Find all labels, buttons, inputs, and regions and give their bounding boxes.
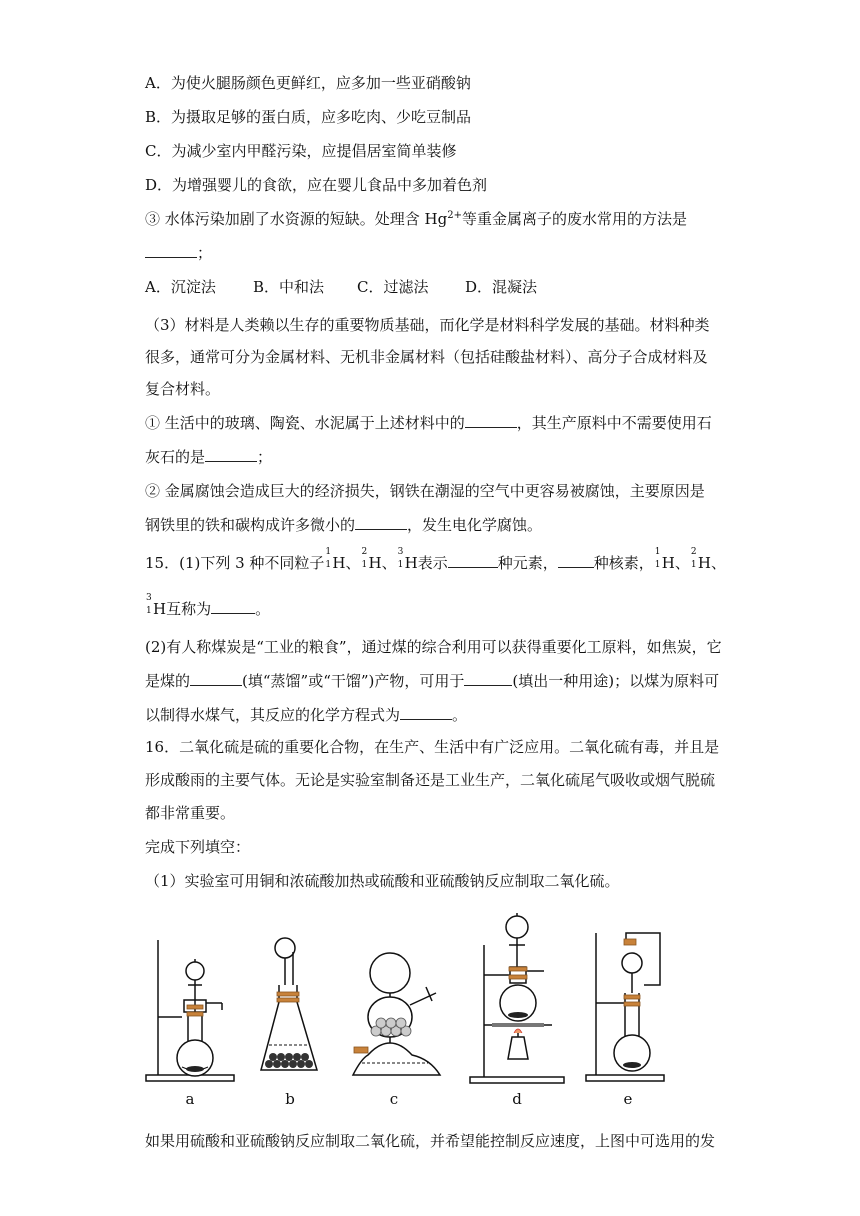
apparatus-d-illustration xyxy=(462,905,572,1085)
apparatus-label-b: b xyxy=(285,1090,295,1108)
nuclide-symbol: 3 1 xyxy=(146,593,152,616)
answer-blank[interactable] xyxy=(400,704,452,720)
ion-charge: 2+ xyxy=(447,210,462,221)
q15-line2: 3 1 H互称为 。 xyxy=(146,593,271,618)
q16-line2: 形成酸雨的主要气体。无论是实验室制备还是工业生产，二氧化硫尾气吸收或烟气脱硫 xyxy=(145,771,716,789)
option-a: A．为使火腿肠颜色更鲜红，应多加一些亚硝酸钠 xyxy=(145,74,471,92)
q16-line3: 都非常重要。 xyxy=(145,804,236,822)
q16-line1: 16．二氧化硫是硫的重要化合物，在生产、生活中有广泛应用。二氧化硫有毒，并且是 xyxy=(145,738,720,756)
answer-blank[interactable] xyxy=(465,412,517,428)
answer-blank[interactable] xyxy=(205,446,257,462)
item3-option: B．中和法 xyxy=(253,278,325,296)
nuclide-symbol: 3 1 xyxy=(397,547,404,570)
part3-intro-1: （3）材料是人类赖以生存的重要物质基础，而化学是材料科学发展的基础。材料种类 xyxy=(145,316,710,334)
item3-options xyxy=(145,276,537,298)
apparatus-b-illustration xyxy=(255,930,325,1085)
nuclide-symbol: 2 1 xyxy=(690,547,697,570)
answer-blank[interactable] xyxy=(448,552,498,568)
part3-item1: ① 生活中的玻璃、陶瓷、水泥属于上述材料中的 ，其生产原料中不需要使用石 xyxy=(145,414,712,432)
answer-blank[interactable] xyxy=(464,670,512,686)
answer-blank[interactable] xyxy=(558,552,594,568)
nuclide-symbol: 1 1 xyxy=(654,547,661,570)
apparatus-c-illustration xyxy=(348,945,448,1085)
apparatus-label-a: a xyxy=(185,1090,195,1108)
part3-item1-cont: 灰石的是 ； xyxy=(145,448,273,466)
answer-blank[interactable] xyxy=(211,598,255,614)
part3-item2: ② 金属腐蚀会造成巨大的经济损失，钢铁在潮湿的空气中更容易被腐蚀，主要原因是 xyxy=(145,482,705,500)
q16-continuation: 如果用硫酸和亚硫酸钠反应制取二氧化硫，并希望能控制反应速度，上图中可选用的发 xyxy=(145,1132,716,1150)
q15-part2-line1: (2)有人称煤炭是“工业的粮食”，通过煤的综合利用可以获得重要化工原料，如焦炭，它 xyxy=(145,638,722,656)
answer-blank[interactable] xyxy=(190,670,242,686)
nuclide-symbol: 2 1 xyxy=(361,547,368,570)
item3-option: C．过滤法 xyxy=(357,278,429,296)
item3-question: ③ 水体污染加剧了水资源的短缺。处理含 $Hg^{2+}$等重金属离子的废水常用的方法是 xyxy=(145,210,687,228)
q15-part2-line2: 是煤的 (填“蒸馏”或“干馏”)产物，可用于 (填出一种用途)；以煤为原料可 xyxy=(145,672,720,690)
q15-line1: 15．(1)下列 3 种不同粒子 1 1 H、 2 1 H、 3 1 H表示 种元素， 种核素， 1 1 H、 2 1 H、 xyxy=(145,547,726,572)
part3-item2-cont: 钢铁里的铁和碳构成许多微小的 ，发生电化学腐蚀。 xyxy=(145,516,543,534)
apparatus-a-illustration xyxy=(140,935,240,1085)
item3-option: D．混凝法 xyxy=(465,278,538,296)
q15-part2-line3: 以制得水煤气，其反应的化学方程式为 。 xyxy=(145,706,468,724)
item3-option: A．沉淀法 xyxy=(145,278,216,296)
q16-sub1: （1）实验室可用铜和浓硫酸加热或硫酸和亚硫酸钠反应制取二氧化硫。 xyxy=(145,872,620,890)
answer-blank[interactable] xyxy=(145,242,197,258)
option-c: C．为减少室内甲醛污染，应提倡居室简单装修 xyxy=(145,142,457,160)
part3-intro-2: 很多，通常可分为金属材料、无机非金属材料（包括硅酸盐材料）、高分子合成材料及 xyxy=(145,348,708,366)
item3-answer-line: ； xyxy=(145,242,212,264)
q16-instruction: 完成下列填空： xyxy=(145,838,251,856)
apparatus-e-illustration xyxy=(580,925,675,1085)
option-d: D．为增强婴儿的食欲，应在婴儿食品中多加着色剂 xyxy=(145,176,488,194)
apparatus-label-d: d xyxy=(512,1090,522,1108)
part3-intro-3: 复合材料。 xyxy=(145,380,221,398)
apparatus-label-e: e xyxy=(623,1090,633,1108)
answer-blank[interactable] xyxy=(355,514,407,530)
nuclide-symbol: 1 1 xyxy=(325,547,332,570)
option-b: B．为摄取足够的蛋白质，应多吃肉、少吃豆制品 xyxy=(145,108,472,126)
apparatus-label-c: c xyxy=(389,1090,399,1108)
